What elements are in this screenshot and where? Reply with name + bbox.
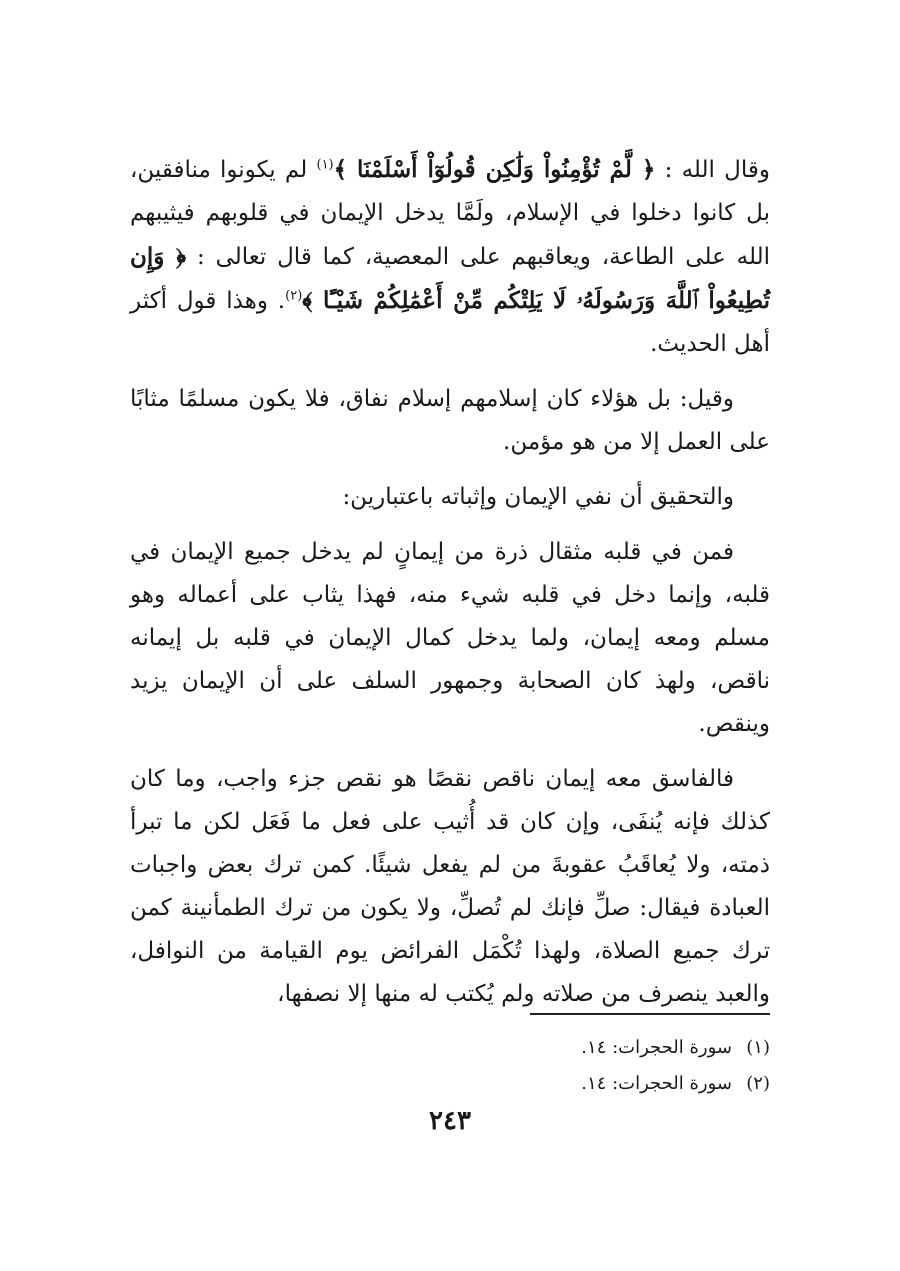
- footnote-2: [581, 1066, 770, 1102]
- footnotes: [581, 1030, 770, 1102]
- page-number: ٢٤٣: [429, 1106, 471, 1136]
- footnote-text: سورة الحجرات: ١٤.: [581, 1073, 732, 1094]
- footnote-ref-1[interactable]: (١): [316, 157, 334, 173]
- p1-middle: لم يكونوا منافقين، بل كانوا دخلوا في الإسلام، ولَمَّا يدخل الإيمان في قلوبهم فيثيبهم الله على الطاعة، ويعاقبهم على المعصية، كما قال تعالى :: [130, 157, 770, 270]
- footnote-divider: [530, 1013, 770, 1015]
- paragraph-2: وقيل: بل هؤلاء كان إسلامهم إسلام نفاق، فلا يكون مسلمًا مثابًا على العمل إلا من هو مؤمن.: [130, 386, 770, 455]
- footnote-1: [581, 1030, 770, 1066]
- p1-intro: وقال الله :: [655, 157, 770, 183]
- footnote-number: (٢): [746, 1073, 770, 1094]
- footnote-number: (١): [746, 1037, 770, 1058]
- paragraph-1: [130, 148, 770, 366]
- paragraph-5: فالفاسق معه إيمان ناقص نقصًا هو نقص جزء واجب، وما كان كذلك فإنه يُنفَى، وإن كان قد أُثيب على فعل ما فَعَل لكن ما تبرأ ذمته، ولا يُعاقَبُ عقوبةَ من لم يفعل شيئًا. كمن ترك بعض واجبات العبادة فيقال: صلِّ فإنك لم تُصلِّ، ولا يكون من ترك الطمأنينة كمن ترك جميع الصلاة، ولهذا تُكْمَل الفرائض يوم القيامة من النوافل، والعبد ينصرف من صلاته ولم يُكتب له منها إلا نصفها،: [130, 766, 770, 1007]
- quran-verse-1: ﴿ لَّمْ تُؤْمِنُواْ وَلَٰكِن قُولُوٓاْ أَسْلَمْنَا ﴾: [333, 156, 656, 183]
- p1-end: . وهذا قول أكثر أهل الحديث.: [130, 288, 770, 357]
- paragraph-4: فمن في قلبه مثقال ذرة من إيمانٍ لم يدخل جميع الإيمان في قلبه، وإنما دخل في قلبه شيء منه، فهذا يثاب على أعماله وهو مسلم ومعه إيمان، ولما يدخل كمال الإيمان في قلبه بل إيمانه ناقص، ولهذ كان الصحابة وجمهور السلف على أن الإيمان يزيد وينقص.: [130, 539, 770, 737]
- quran-verse-2: ﴿ وَإِن تُطِيعُواْ ٱللَّهَ وَرَسُولَهُۥ لَا يَلِتْكُم مِّنْ أَعْمَٰلِكُمْ شَيْـًٔا ﴾: [130, 243, 770, 314]
- footnote-text: سورة الحجرات: ١٤.: [581, 1037, 732, 1058]
- footnote-ref-2[interactable]: (٢): [285, 288, 303, 304]
- paragraph-3: والتحقيق أن نفي الإيمان وإثباته باعتبارين:: [342, 484, 734, 510]
